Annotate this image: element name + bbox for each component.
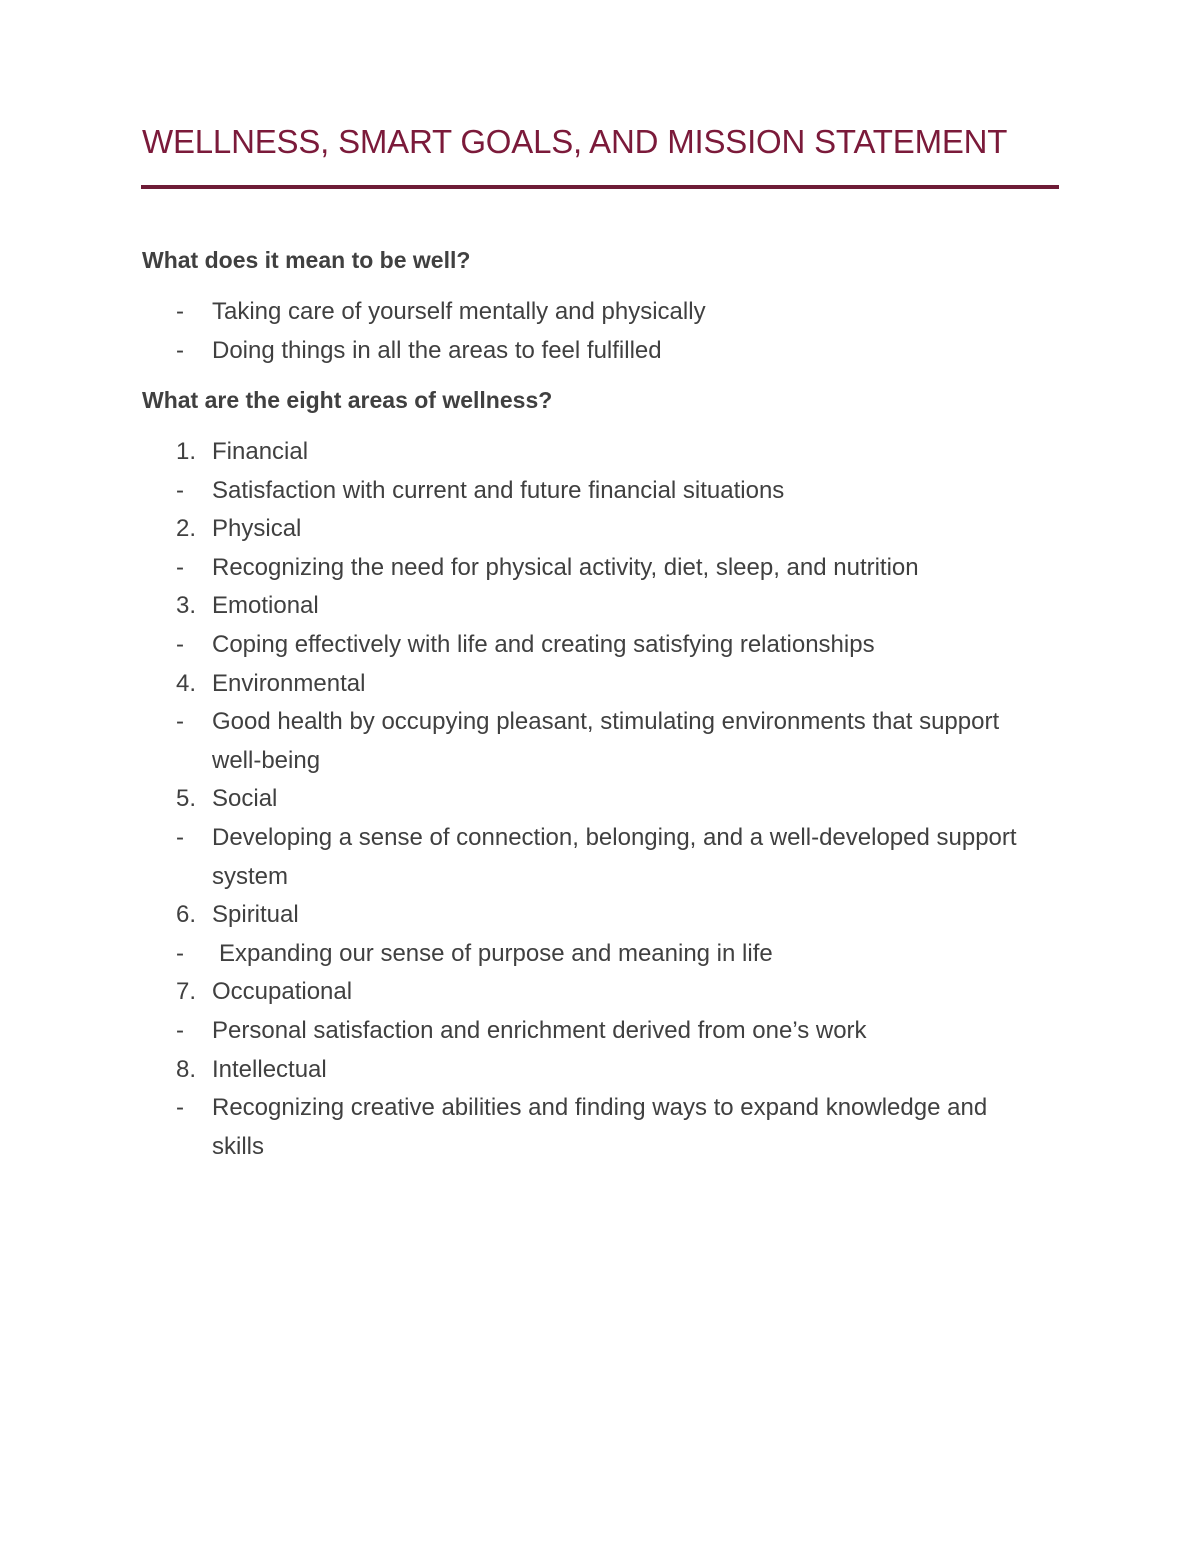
list-item-text: Doing things in all the areas to feel fulfilled [212,336,662,364]
wellness-area-spiritual [0,896,1200,935]
wellness-area-financial [0,433,1200,472]
dash-bullet: - [176,823,184,851]
list-item [0,293,1200,332]
number-marker: 5. [176,785,197,813]
area-name: Occupational [212,978,353,1006]
area-description-text: Recognizing creative abilities and finding ways to expand knowledge and skills [212,1094,988,1160]
dash-bullet: - [176,708,184,736]
area-name: Spiritual [212,901,299,929]
dash-bullet: - [176,298,184,325]
area-name: Intellectual [212,1055,327,1083]
section-heading-being-well: What does it mean to be well? [142,247,471,273]
dash-bullet: - [176,1094,184,1122]
area-name: Emotional [212,592,319,620]
wellness-area-occupational [0,973,1200,1012]
area-description-text: Coping effectively with life and creating satisfying relationships [212,630,875,658]
number-marker: 6. [176,901,197,929]
area-description [0,472,1200,511]
wellness-area-environmental [0,665,1200,704]
number-marker: 7. [176,978,197,1006]
area-description-text: Good health by occupying pleasant, stimulating environments that support well-being [212,708,1000,774]
dash-bullet: - [176,939,184,967]
area-description [0,703,1200,780]
wellness-area-intellectual [0,1051,1200,1090]
area-description-text: Expanding our sense of purpose and meaning in life [219,939,773,967]
area-description-text: Developing a sense of connection, belonging, and a well-developed support system [212,823,1017,890]
dash-bullet: - [176,1016,184,1044]
wellness-area-emotional [0,587,1200,626]
area-description-text: Recognizing the need for physical activity, diet, sleep, and nutrition [212,553,919,581]
section-heading-eight-areas: What are the eight areas of wellness? [142,387,553,413]
area-description-text: Satisfaction with current and future financial situations [212,476,785,504]
number-marker: 3. [176,592,197,620]
area-description [0,1089,1200,1166]
dash-bullet: - [176,476,184,504]
dash-bullet: - [176,553,184,581]
dash-bullet: - [176,336,184,364]
area-description [0,549,1200,588]
area-description [0,819,1200,896]
number-marker: 2. [176,515,197,543]
list-item [0,332,1200,371]
area-name: Environmental [212,669,366,697]
dash-bullet: - [176,630,184,658]
area-description [0,935,1200,974]
being-well-list [0,293,1200,370]
wellness-area-physical [0,510,1200,549]
area-name: Physical [212,515,302,543]
title-underline [141,185,1059,189]
area-description-text: Personal satisfaction and enrichment derived from one’s work [212,1016,867,1044]
area-description [0,1012,1200,1051]
area-name: Financial [212,438,309,465]
wellness-area-social [0,780,1200,819]
number-marker: 8. [176,1055,197,1083]
area-description [0,626,1200,665]
area-name: Social [212,785,278,813]
wellness-areas-list [0,433,1200,1166]
document-title: WELLNESS, SMART GOALS, AND MISSION STATEMENT [142,123,1008,160]
list-item-text: Taking care of yourself mentally and physically [212,298,706,325]
number-marker: 1. [176,438,197,465]
number-marker: 4. [176,669,197,697]
